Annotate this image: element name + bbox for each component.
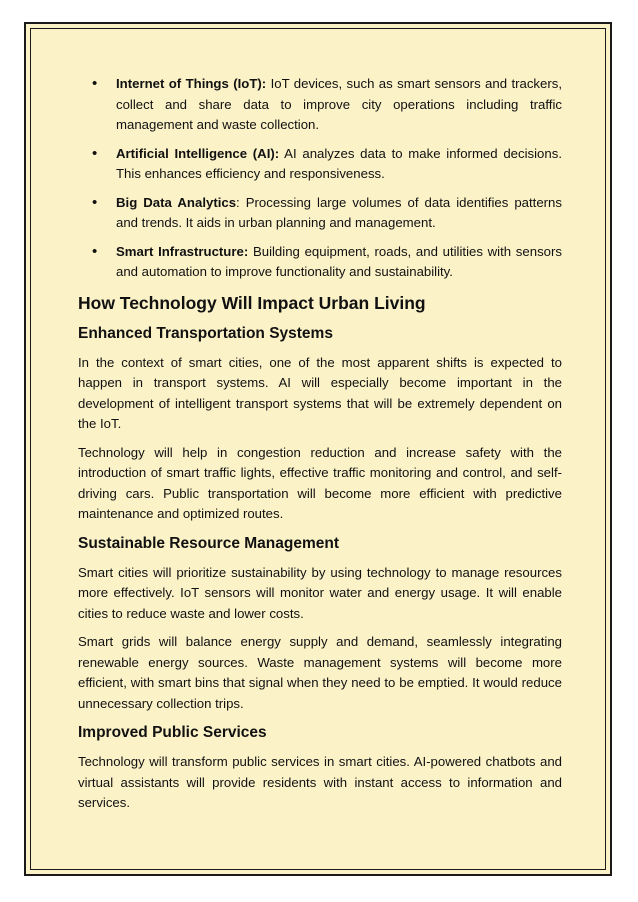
bullet-item-smart-infrastructure [78, 242, 562, 283]
bullet-text: IoT devices, such as smart sensors and trackers, collect and share data to improve city operations including traffic management and waste collection. [116, 76, 563, 132]
bullet-item-iot [78, 74, 562, 136]
bullet-list [78, 74, 562, 283]
bullet-item-ai [78, 144, 562, 185]
paragraph: In the context of smart cities, one of the most apparent shifts is expected to happen in transport systems. AI will especially become important in the development of intelligent transport systems that will be extremely dependent on the IoT. [78, 354, 562, 431]
document-content [78, 74, 562, 822]
bullet-text: Building equipment, roads, and utilities with sensors and automation to improve functionality and sustainability. [116, 243, 562, 279]
bullet-icon: • [92, 144, 98, 162]
bullet-lead: Big Data Analytics [116, 194, 237, 210]
main-heading: How Technology Will Impact Urban Living [78, 292, 426, 313]
bullet-text: AI analyzes data to make informed decisions. This enhances efficiency and responsiveness. [116, 145, 562, 181]
section-heading-public-services: Improved Public Services [78, 724, 267, 741]
section-heading-resources: Sustainable Resource Management [78, 534, 339, 552]
bullet-lead: Internet of Things (IoT): [116, 76, 267, 91]
bullet-icon: • [92, 193, 98, 211]
paragraph: Smart grids will balance energy supply and demand, seamlessly integrating renewable energy sources. Waste management systems will become more efficient, with smart bins that signal when they need to be emptied. It would reduce unnecessary collection trips. [78, 634, 562, 711]
bullet-icon: • [92, 242, 98, 260]
bullet-text: : Processing large volumes of data identifies patterns and trends. It aids in urban planning and management. [116, 194, 562, 230]
bullet-icon: • [92, 75, 98, 92]
bullet-lead: Smart Infrastructure: [116, 243, 249, 259]
section-heading-transportation: Enhanced Transportation Systems [78, 324, 333, 342]
paragraph: Smart cities will prioritize sustainability by using technology to manage resources more effectively. IoT sensors will monitor water and energy usage. It will enable cities to reduce waste and lower costs. [78, 564, 562, 621]
paragraph: Technology will help in congestion reduction and increase safety with the introduction of smart traffic lights, effective traffic monitoring and control, and self-driving cars. Public transportation will become more efficient with predictive maintenance and optimized routes. [78, 444, 562, 521]
bullet-item-big-data [78, 193, 562, 234]
paragraph: Technology will transform public services in smart cities. AI-powered chatbots and virtual assistants will provide residents with instant access to information and services. [78, 754, 562, 810]
bullet-lead: Artificial Intelligence (AI): [116, 145, 280, 161]
